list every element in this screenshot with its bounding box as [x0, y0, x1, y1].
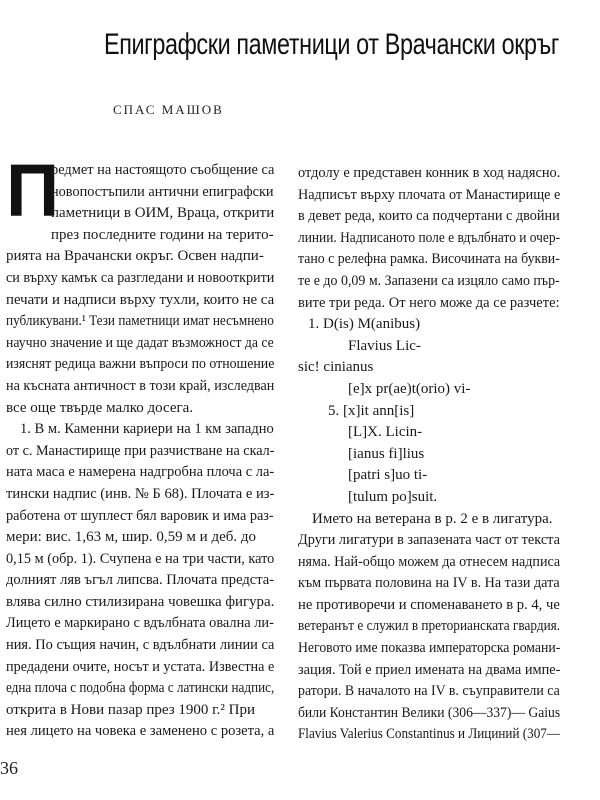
text-line: научно значение и ще дадат възможност да се: [6, 334, 274, 351]
text-line: една плоча с подобна форма с латински надпис,: [6, 680, 274, 697]
text-line: тано с релефна рамка. Височината на букви-: [298, 251, 560, 268]
inscription-line: [e]x pr(ae)t(orio) vi-: [348, 380, 471, 397]
text-line: Други лигатури в запазената част от текста: [298, 532, 560, 549]
text-line: тински надпис (инв. № Б 68). Плочата е из-: [6, 485, 274, 502]
left-column: [6, 149, 274, 743]
text-line: те е до 0,09 м. Запазени са изцяло само пър-: [298, 272, 560, 289]
article-author: СПАС МАШОВ: [113, 102, 224, 117]
text-line: няма. Най-общо можем да отнесем надписа: [298, 553, 560, 570]
inscription-line: [L]X. Licin-: [348, 424, 423, 441]
text-line: ната маса е намерена надгробна плоча с ла-: [6, 464, 274, 481]
text-line: линии. Надписаното поле е вдълбнато и очер-: [298, 229, 560, 246]
text-line: си върху камък са разгледани и новооткрити: [6, 269, 274, 286]
right-column: [298, 163, 560, 746]
text-line: влява силно стилизирана човешка фигура.: [6, 593, 274, 610]
text-line: на късната античност в този край, изследван: [6, 377, 274, 394]
text-line: ния. По същия начин, с вдълбнати линии са: [6, 637, 274, 654]
text-line: отдолу е представен конник в ход надясно.: [298, 165, 560, 181]
inscription-line: [patri s]uo ti-: [348, 467, 428, 484]
text-line: Неговото име показва императорска романи-: [298, 640, 560, 657]
text-line: били Константин Велики (306—337)— Gaius: [298, 704, 560, 721]
page-number: 36: [0, 758, 18, 778]
text-line: долният ляв ъгъл липсва. Плочата предста-: [6, 572, 274, 589]
drop-cap: П: [6, 149, 60, 232]
inscription-line: [ianus fi]lius: [348, 445, 425, 462]
text-line: не противоречи и споменаването в р. 4, че: [298, 596, 560, 613]
text-line: през последните години на терито-: [51, 226, 274, 243]
text-line: нея лицето на човека е заменено с розета, а: [6, 723, 274, 740]
text-line: в девет реда, които са подчертани с двойни: [298, 208, 560, 225]
text-line: изяснят редица важни въпроси по отношение: [6, 356, 274, 373]
text-line: Надписът върху плочата от Манастирище е: [298, 186, 560, 203]
text-line: Лицето е маркирано с вдълбната овална ли-: [6, 615, 274, 632]
text-line: все още твърде малко досега.: [6, 399, 194, 416]
text-line: редмет на настоящото съобщение са: [51, 162, 274, 178]
text-line: паметници в ОИМ, Враца, открити: [51, 205, 274, 222]
text-line: работена от шуплест бял варовик и има раз-: [6, 507, 274, 524]
text-line: печати и надписи върху тухли, които не са: [6, 291, 274, 308]
text-line: открита в Нови пазар през 1900 г.² При: [6, 701, 255, 718]
text-line: ветеранът е служил в преторианската гвардия.: [298, 618, 560, 635]
inscription-line: 5. [x]it ann[is]: [328, 402, 415, 419]
text-line: ратори. В началото на IV в. съуправители са: [298, 683, 560, 700]
text-line: предадени очите, носът и устата. Известна е: [6, 658, 274, 675]
text-line: мери: вис. 1,63 м, шир. 0,59 м и деб. до: [6, 529, 257, 546]
text-line: зация. Той е приел имената на двама импе-: [298, 661, 560, 678]
article-title: Епиграфски паметници от Врачански окръг: [104, 28, 560, 61]
inscription-line: Flavius Lic-: [348, 337, 421, 354]
text-line: Flavius Valerius Constantinus и Лициний (307—: [298, 726, 560, 743]
text-line: 1. В м. Каменни кариери на 1 км западно: [20, 421, 274, 438]
inscription-line: 1. D(is) M(anibus): [308, 316, 421, 333]
text-line: рията на Врачански окръг. Освен надпи-: [6, 248, 264, 265]
inscription-line: sic! cinianus: [298, 359, 374, 376]
inscription-block: [298, 314, 560, 508]
text-line: Името на ветерана в р. 2 е в лигатура.: [312, 510, 553, 527]
text-line: вите три реда. От него може да се разчете:: [298, 294, 560, 311]
inscription-line: [tulum po]suit.: [348, 488, 438, 505]
text-line: новопостъпили антични епиграфски: [51, 183, 274, 200]
text-line: 0,15 м (обр. 1). Счупена е на три части, като: [6, 550, 274, 567]
text-line: публикувани.¹ Тези паметници имат несъмнено: [6, 313, 274, 330]
text-line: от с. Манастирище при разчистване на скал-: [6, 442, 274, 459]
text-line: към първата половина на IV в. На тази дата: [298, 575, 560, 592]
